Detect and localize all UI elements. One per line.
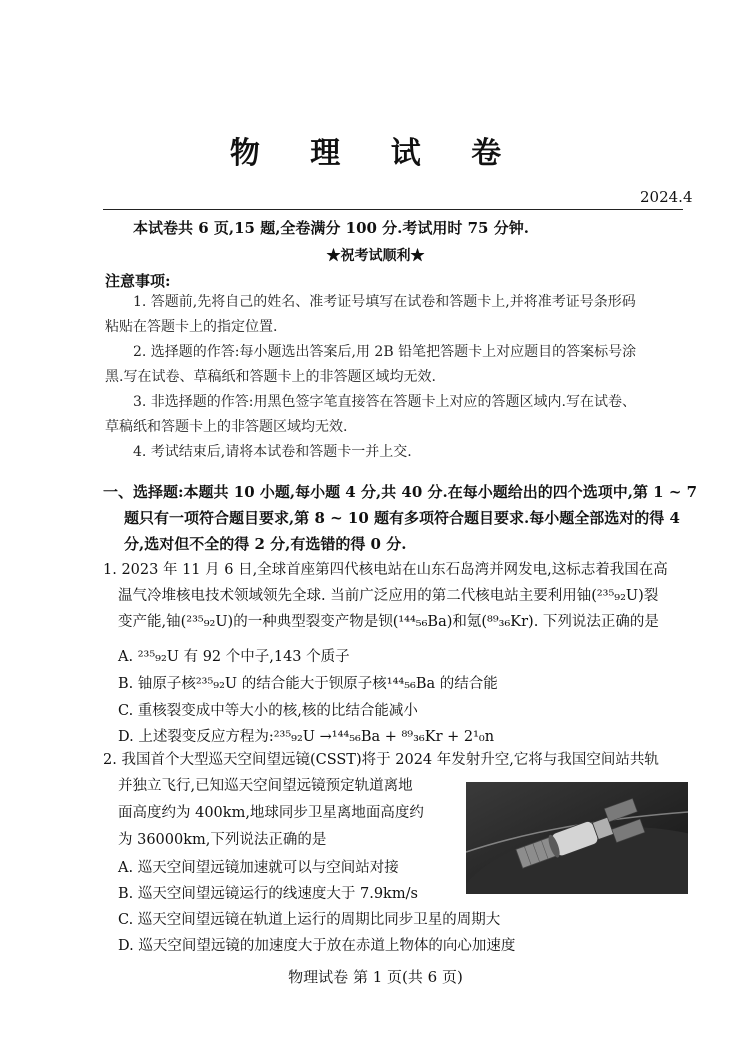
exam-date: 2024.4	[640, 188, 693, 206]
header-divider	[103, 209, 683, 210]
question-2-option-a: A. 巡天空间望远镜加速就可以与空间站对接	[118, 860, 399, 876]
question-1-stem: 温气冷堆核电技术领域领先全球. 当前广泛应用的第二代核电站主要利用铀(²³⁵₉₂U)裂	[118, 588, 659, 604]
notice-line: 1. 答题前,先将自己的姓名、准考证号填写在试卷和答题卡上,并将准考证号条形码	[133, 294, 636, 310]
page-footer: 物理试卷 第 1 页(共 6 页)	[288, 968, 463, 986]
exam-intro: 本试卷共 6 页,15 题,全卷满分 100 分.考试用时 75 分钟.	[133, 219, 529, 237]
notice-line: 3. 非选择题的作答:用黑色签字笔直接答在答题卡上对应的答题区域内.写在试卷、	[133, 394, 636, 410]
question-2-stem: 2. 我国首个大型巡天空间望远镜(CSST)将于 2024 年发射升空,它将与我国空间站共轨	[103, 752, 659, 768]
question-2-option-b: B. 巡天空间望远镜运行的线速度大于 7.9km/s	[118, 886, 418, 902]
question-2-stem: 并独立飞行,已知巡天空间望远镜预定轨道离地	[118, 778, 413, 794]
question-2-option-c: C. 巡天空间望远镜在轨道上运行的周期比同步卫星的周期大	[118, 912, 501, 928]
notice-line: 粘贴在答题卡上的指定位置.	[105, 319, 278, 335]
question-2-stem: 为 36000km,下列说法正确的是	[118, 832, 327, 848]
notice-title: 注意事项:	[105, 272, 171, 290]
question-2-option-d: D. 巡天空间望远镜的加速度大于放在赤道上物体的向心加速度	[118, 938, 516, 954]
section-heading: 一、选择题:本题共 10 小题,每小题 4 分,共 40 分.在每小题给出的四个选项中,第 1 ~ 7	[103, 483, 698, 501]
notice-line: 黑.写在试卷、草稿纸和答题卡上的非答题区域均无效.	[105, 369, 436, 385]
question-1-stem: 变产能,铀(²³⁵₉₂U)的一种典型裂变产物是钡(¹⁴⁴₅₆Ba)和氪(⁸⁹₃₆Kr). 下列说法正确的是	[118, 614, 659, 630]
notice-line: 4. 考试结束后,请将本试卷和答题卡一并上交.	[133, 444, 412, 460]
question-1-option-b: B. 铀原子核²³⁵₉₂U 的结合能大于钡原子核¹⁴⁴₅₆Ba 的结合能	[118, 676, 498, 692]
space-telescope-image	[466, 782, 688, 894]
question-1-option-d: D. 上述裂变反应方程为:²³⁵₉₂U →¹⁴⁴₅₆Ba + ⁸⁹₃₆Kr + 2¹₀n	[118, 729, 495, 745]
question-1-option-a: A. ²³⁵₉₂U 有 92 个中子,143 个质子	[118, 649, 350, 665]
page-title: 物 理 试 卷	[229, 136, 522, 171]
section-heading: 题只有一项符合题目要求,第 8 ~ 10 题有多项符合题目要求.每小题全部选对的得 4	[124, 509, 680, 527]
question-1-option-c: C. 重核裂变成中等大小的核,核的比结合能减小	[118, 703, 418, 719]
question-2-stem: 面高度约为 400km,地球同步卫星离地面高度约	[118, 805, 424, 821]
notice-line: 草稿纸和答题卡上的非答题区域均无效.	[105, 419, 348, 435]
section-heading: 分,选对但不全的得 2 分,有选错的得 0 分.	[124, 535, 407, 553]
notice-line: 2. 选择题的作答:每小题选出答案后,用 2B 铅笔把答题卡上对应题目的答案标号涂	[133, 344, 637, 360]
question-1-stem: 1. 2023 年 11 月 6 日,全球首座第四代核电站在山东石岛湾并网发电,这标志着我国在高	[103, 562, 668, 578]
good-luck-banner: ★祝考试顺利★	[326, 248, 425, 264]
